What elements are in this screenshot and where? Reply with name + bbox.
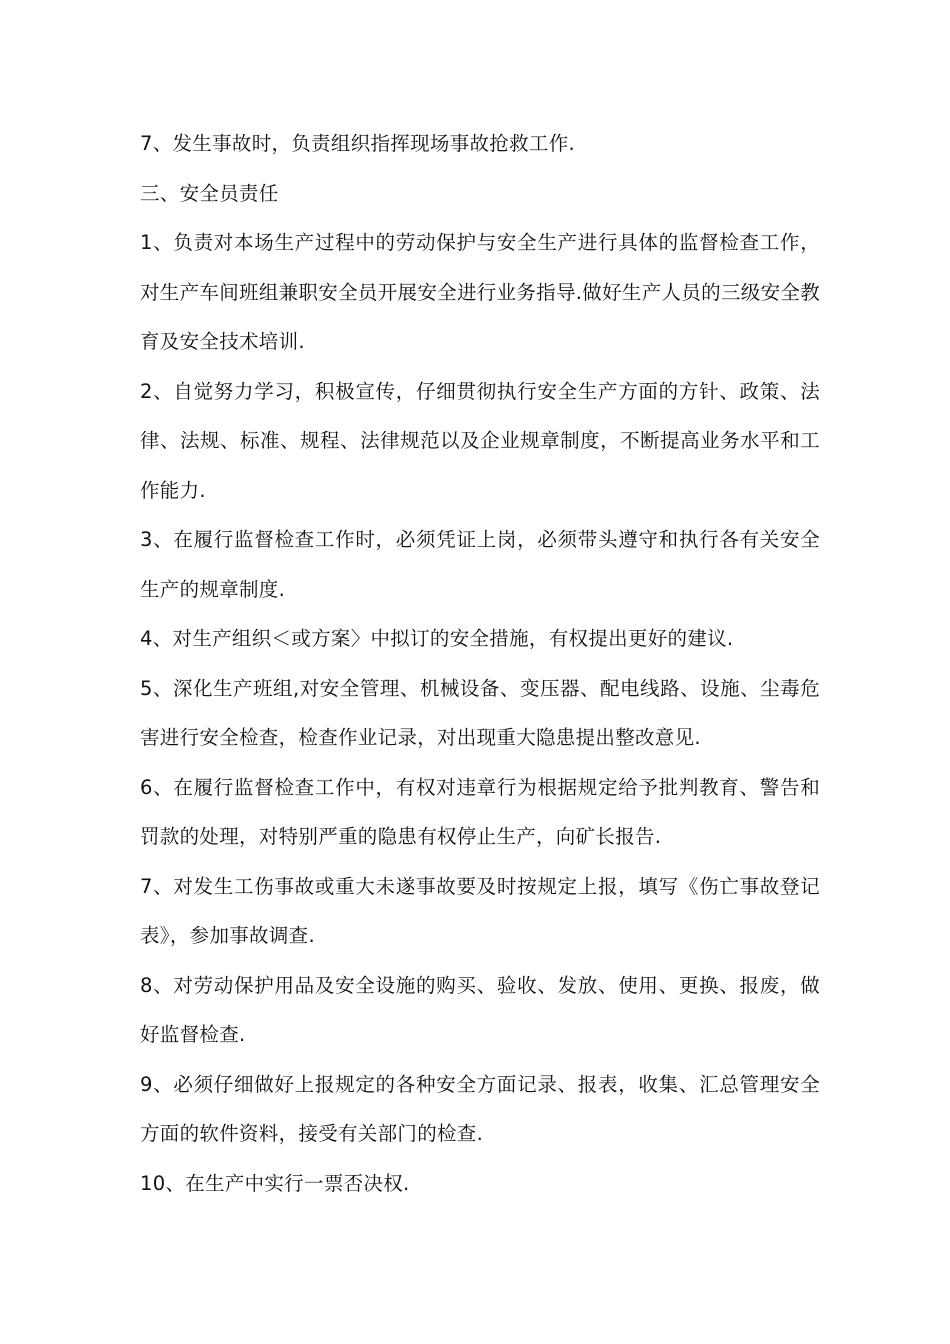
paragraph-item-8: 8、对劳动保护用品及安全设施的购买、验收、发放、使用、更换、报废，做好监督检查. bbox=[140, 973, 820, 1046]
paragraph-item-6: 6、在履行监督检查工作中，有权对违章行为根据规定给予批判教育、警告和罚款的处理，对特别严重的隐患有权停止生产，向矿长报告. bbox=[140, 775, 820, 848]
document-body bbox=[140, 119, 820, 1208]
paragraph-item-4: 4、对生产组织＜或方案〉中拟订的安全措施，有权提出更好的建议. bbox=[140, 627, 734, 650]
paragraph-item-5: 5、深化生产班组,对安全管理、机械设备、变压器、配电线路、设施、尘毒危害进行安全检查，检查作业记录，对出现重大隐患提出整改意见. bbox=[140, 676, 820, 749]
paragraph-item-9: 9、必须仔细做好上报规定的各种安全方面记录、报表，收集、汇总管理安全方面的软件资料，接受有关部门的检查. bbox=[140, 1072, 820, 1145]
paragraph-item-7: 7、对发生工伤事故或重大未遂事故要及时按规定上报，填写《伤亡事故登记表》，参加事故调查. bbox=[140, 874, 820, 947]
paragraph-item-2: 2、自觉努力学习，积极宣传，仔细贯彻执行安全生产方面的方针、政策、法律、法规、标准、规程、法律规范以及企业规章制度，不断提高业务水平和工作能力. bbox=[140, 379, 820, 502]
paragraph-item-7-accident-command: 7、发生事故时，负责组织指挥现场事故抢救工作. bbox=[140, 132, 576, 155]
paragraph-item-10: 10、在生产中实行一票否决权. bbox=[140, 1171, 410, 1195]
section-heading-safety-officer: 三、安全员责任 bbox=[140, 181, 279, 205]
paragraph-item-3: 3、在履行监督检查工作时，必须凭证上岗，必须带头遵守和执行各有关安全生产的规章制度. bbox=[140, 528, 820, 601]
paragraph-item-1: 1、负责对本场生产过程中的劳动保护与安全生产进行具体的监督检查工作，对生产车间班组兼职安全员开展安全进行业务指导.做好生产人员的三级安全教育及安全技术培训. bbox=[140, 231, 820, 353]
